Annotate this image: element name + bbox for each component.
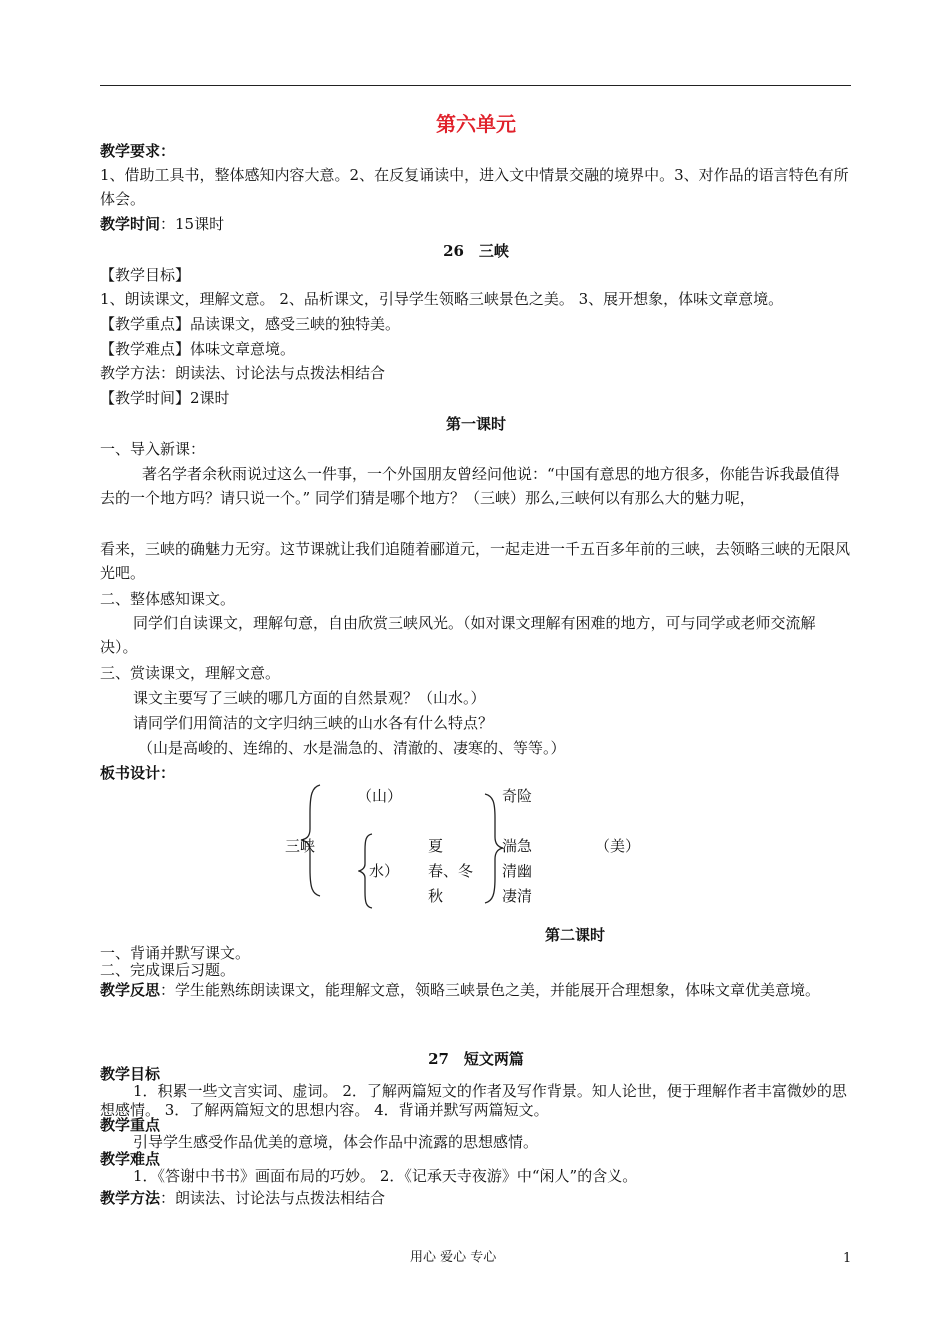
lesson26-method: 教学方法：朗读法、讨论法与点拨法相结合 [100,364,386,382]
lesson26-title: 26 三峡 [443,242,509,260]
section-overview-heading: 二、整体感知课文。 [100,590,236,608]
section-intro-heading: 一、导入新课： [100,440,206,458]
lesson26-time: 【教学时间】2课时 [100,389,230,407]
appreciate-question-2: 请同学们用简洁的文字归纳三峡的山水各有什么特点？ [133,714,494,732]
appreciate-question-1: 课文主要写了三峡的哪几方面的自然景观？（山水。） [133,689,486,707]
board-autumn: 秋 [428,887,444,905]
board-beauty: （美） [595,837,641,855]
key-point-text: 品读课文，感受三峡的独特美。 [190,315,401,333]
requirements-label: 教学要求： [100,142,176,160]
lesson26-difficulty [100,337,852,361]
board-clear: 清幽 [502,862,533,880]
footer-motto: 用心 爱心 专心 [410,1250,497,1265]
lesson26-goal-heading: 【教学目标】 [100,266,191,284]
board-mountain: （山） [357,787,403,805]
requirements-text: 1、借助工具书，整体感知内容大意。2、在反复诵读中，进入文中情景交融的境界中。3、对作品的语言特色有所体会。 [100,166,849,208]
lesson26-goal-text: 1、朗读课文，理解文意。 2、品析课文，引导学生领略三峡景色之美。 3、展开想象，体味文章意境。 [100,290,784,308]
lesson26-reflection [100,978,852,1002]
intro-paragraph-2: 看来，三峡的确魅力无穷。这节课就让我们追随着郦道元，一起走进一千五百多年前的三峡，去领略三峡的无限风光吧。 [100,540,851,582]
board-spring-winter: 春、冬 [428,862,474,880]
board-rapid: 湍急 [502,837,533,855]
unit-title: 第六单元 [436,112,516,136]
board-design-label: 板书设计： [100,764,176,782]
page-number: 1 [843,1251,852,1266]
lesson27-difficulty-label: 教学难点 [100,1150,161,1168]
lesson27-method-label: 教学方法 [100,1189,161,1207]
board-summer: 夏 [428,837,444,855]
overview-paragraph: 同学们自读课文，理解句意，自由欣赏三峡风光。（如对课文理解有困难的地方，可与同学或老师交流解决）。 [100,614,816,656]
lesson27-method [100,1186,852,1210]
period-two-item-2: 二、完成课后习题。 [100,961,236,979]
lesson27-key-label: 教学重点 [100,1116,161,1134]
reflection-text: ：学生能熟练朗读课文，能理解文意，领略三峡景色之美，并能展开合理想象，体味文章优美意境。 [160,981,821,999]
board-water: 水） [369,862,400,880]
board-root: 三峡 [285,837,316,855]
intro-paragraph-1: 著名学者余秋雨说过这么一件事，一个外国朋友曾经问他说：“中国有意思的地方很多，你能告诉我最值得去的一个地方吗？请只说一个。” 同学们猜是哪个地方？（三峡）那么,三峡何以有那么大的魅力呢， [100,465,840,507]
appreciate-answer: （山是高峻的、连绵的、水是湍急的、清澈的、凄寒的、等等。） [138,739,566,757]
lesson27-goal-label: 教学目标 [100,1065,161,1083]
difficulty-text: 体味文章意境。 [190,340,296,358]
lesson27-title: 27 短文两篇 [428,1050,524,1068]
unit-time-value: ：15课时 [160,215,225,233]
lesson27-difficulty-text: 1．《答谢中书书》画面布局的巧妙。 2．《记承天寺夜游》中“闲人”的含义。 [133,1167,638,1185]
lesson26-key-point [100,312,852,336]
header-rule [100,85,851,86]
difficulty-label: 【教学难点】 [100,340,191,358]
period-two-heading: 第二课时 [544,926,605,944]
lesson27-method-text: ：朗读法、讨论法与点拨法相结合 [160,1189,386,1207]
unit-time [100,212,852,236]
key-point-label: 【教学重点】 [100,315,191,333]
board-steep: 奇险 [502,787,533,805]
lesson27-goal-text: 1．积累一些文言实词、虚词。 2．了解两篇短文的作者及写作背景。知人论世，便于理解作者丰富微妙的思想感情。 3．了解两篇短文的思想内容。 4．背诵并默写两篇短文。 [100,1082,847,1119]
period-one-heading: 第一课时 [445,415,506,433]
section-appreciate-heading: 三、赏读课文，理解文意。 [100,664,281,682]
lesson27-key-text: 引导学生感受作品优美的意境，体会作品中流露的思想感情。 [133,1133,539,1151]
board-cold: 凄清 [502,887,533,905]
unit-time-label: 教学时间 [100,215,161,233]
reflection-label: 教学反思 [100,981,161,999]
period-two-item-1: 一、背诵并默写课文。 [100,944,251,962]
